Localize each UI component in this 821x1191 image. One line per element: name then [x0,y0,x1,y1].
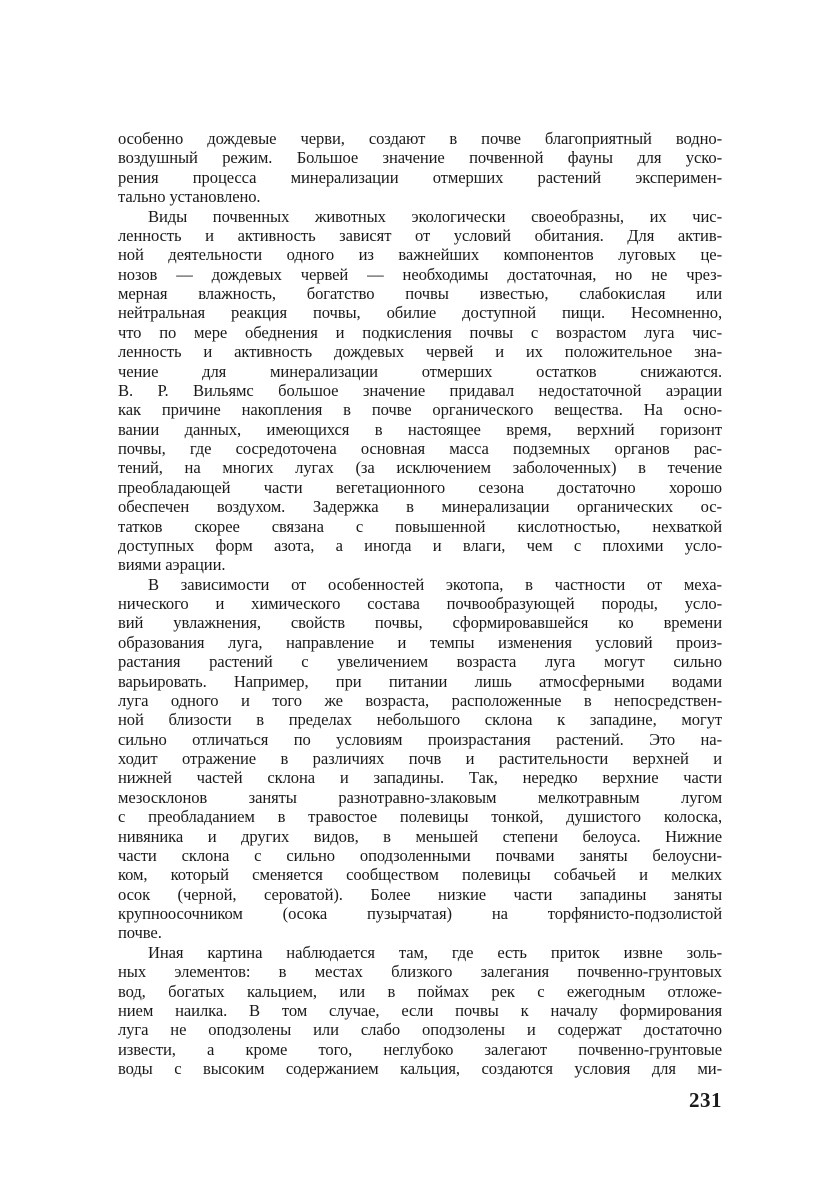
text-line: части склона с сильно оподзоленными почвами заняты белоусни- [118,845,722,865]
text-line: В зависимости от особенностей экотопа, в частности от меха- [148,574,722,594]
text-line: сильно отличаться по условиям произрастания растений. Это на- [118,729,722,749]
text-line: луга одного и того же возраста, расположенные в непосредствен- [118,690,722,710]
text-line: нического и химического состава почвообразующей породы, усло- [118,594,722,613]
text-line: воздушный режим. Большое значение почвенной фауны для уско- [118,148,722,168]
text-line: мерная влажность, богатство почвы известью, слабокислая или [118,284,722,303]
text-line: мезосклонов заняты разнотравно-злаковым мелкотравным лугом [118,787,722,807]
text-line: обеспечен воздухом. Задержка в минерализации органических ос- [118,497,722,517]
text-line: тений, на многих лугах (за исключением заболоченных) в течение [118,458,722,478]
paragraph [118,129,722,207]
text-line: образования луга, направление и темпы изменения условий произ- [118,632,722,652]
text-line: Виды почвенных животных экологически своеобразны, их чис- [148,206,722,226]
text-line: вод, богатых кальцием, или в поймах рек с ежегодным отложе- [118,981,722,1001]
text-line: с преобладанием в травостое полевицы тонкой, душистого колоска, [118,807,722,827]
text-line: ленность и активность зависят от условий обитания. Для актив- [118,225,722,245]
text-line: что по мере обеднения и подкисления почвы с возрастом луга чис- [118,322,722,342]
page-number: 231 [689,1088,722,1112]
text-line: почвы, где сосредоточена основная масса подземных органов рас- [118,439,722,458]
paragraph [118,575,722,943]
text-line: нозов — дождевых червей — необходимы достаточная, но не чрез- [118,264,722,284]
text-line: ленность и активность дождевых червей и их положительное зна- [118,342,722,362]
body-text [118,129,722,1078]
text-line: как причине накопления в почве органического вещества. На осно- [118,400,722,420]
text-line: ходит отражение в различиях почв и растительности верхней и [118,749,722,768]
text-line: осок (черной, сероватой). Более низкие части западины заняты [118,884,722,904]
text-line: вий увлажнения, свойств почвы, сформировавшейся ко времени [118,613,722,633]
text-line: варьировать. Например, при питании лишь атмосферными водами [118,671,722,691]
text-line: ком, который сменяется сообществом полевицы собачьей и мелких [118,865,722,885]
text-line: нием наилка. В том случае, если почвы к началу формирования [118,1000,722,1020]
text-line: Иная картина наблюдается там, где есть приток извне золь- [148,942,722,962]
text-line: крупноосочником (осока пузырчатая) на торфянисто-подзолистой [118,904,722,923]
text-line: чение для минерализации отмерших остатков снижаются. [118,361,722,381]
text-line: почве. [118,923,162,943]
text-line: виями аэрации. [118,555,226,575]
paragraph [118,207,722,575]
text-line: вании данных, имеющихся в настоящее время, верхний горизонт [118,419,722,439]
text-line: ных элементов: в местах близкого залегания почвенно-грунтовых [118,962,722,982]
text-line: растания растений с увеличением возраста луга могут сильно [118,652,722,672]
text-line: преобладающей части вегетационного сезона достаточно хорошо [118,477,722,497]
text-line: ной деятельности одного из важнейших компонентов луговых це- [118,245,722,265]
text-line: нижней частей склона и западины. Так, нередко верхние части [118,768,722,788]
text-line: нивяника и других видов, в меньшей степени белоуса. Нижние [118,826,722,846]
text-line: татков скорее связана с повышенной кислотностью, нехваткой [118,516,722,536]
text-line: рения процесса минерализации отмерших растений эксперимен- [118,167,722,187]
text-line: особенно дождевые черви, создают в почве благоприятный водно- [118,129,722,148]
text-line: тально установлено. [118,187,261,207]
text-line: луга не оподзолены или слабо оподзолены и содержат достаточно [118,1020,722,1040]
text-line: В. Р. Вильямс большое значение придавал недостаточной аэрации [118,380,722,400]
text-line: доступных форм азота, а иногда и влаги, чем с плохими усло- [118,535,722,555]
paragraph [118,943,722,1079]
text-line: извести, а кроме того, неглубоко залегают почвенно-грунтовые [118,1039,722,1059]
text-line: нейтральная реакция почвы, обилие доступной пищи. Несомненно, [118,303,722,323]
text-line: ной близости в пределах небольшого склона к западине, могут [118,710,722,730]
text-line: воды с высоким содержанием кальция, создаются условия для ми- [118,1059,722,1078]
